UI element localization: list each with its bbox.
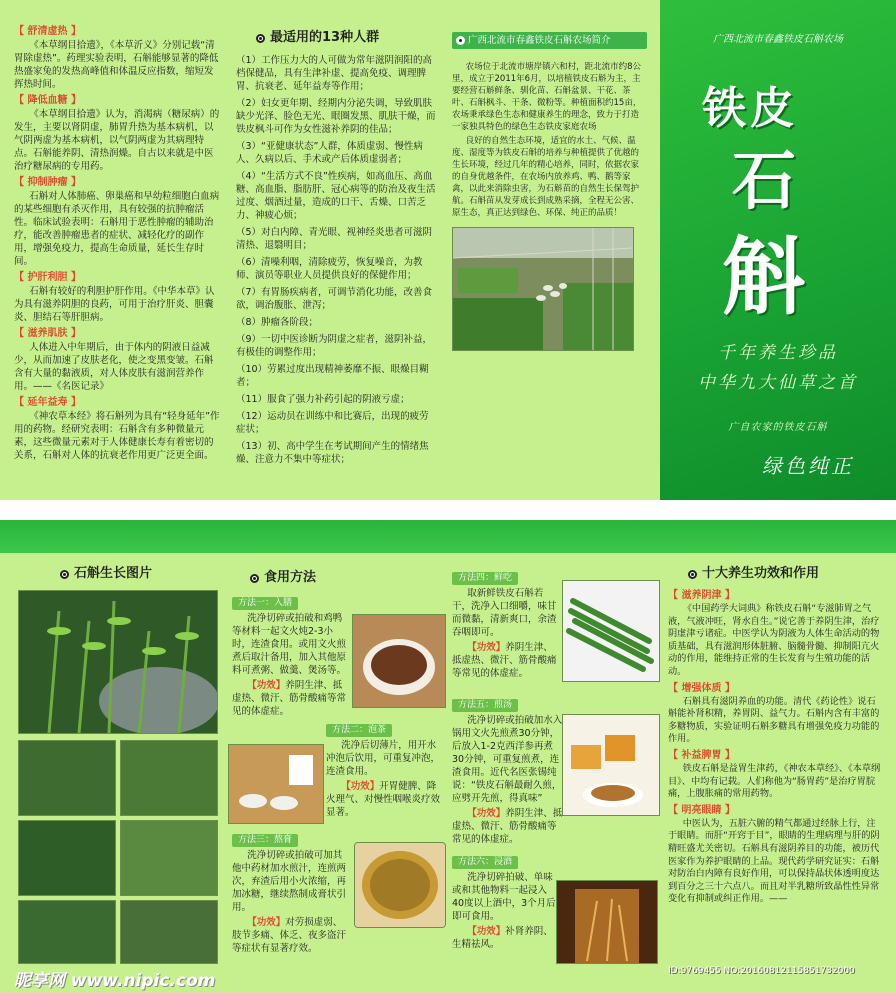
ten-benefit-text: 石斛具有滋阴养血的功能。清代《药论性》说石斛能补肾积精，养胃阴、益气力。石斛内含有丰富的多糖物质，实验证明石斛多糖具有增强免疫力功能的作用。: [668, 695, 880, 745]
suitable-people-item: （1）工作压力大的人可做为常年滋阴润阳的高档保健品，具有生津补虚、提高免疫、调理脾胃、抗衰老、延年益寿等作用；: [236, 55, 433, 92]
brand-title-tiepi: 铁皮: [702, 83, 798, 134]
growth-title: 石斛生长图片: [74, 566, 153, 581]
benefit-text: 石斛对人体肺癌、卵巢癌和早幼粒细胞白血病的某些细胞有杀灭作用，具有较强的抗肿瘤活性。临床试验表明：石斛用于恶性肿瘤的辅助治疗，能改善肿瘤患者的症状、减轻化疗的副作用，增强免疫力，提高生命质量，延长生存时间。: [14, 191, 220, 267]
method-text: 洗净切碎或拍破可加其他中药材加水煎汁，连煎两次，弃渣后用小火浓缩，再加冰糖，继续熬制成膏状引用。: [232, 850, 347, 913]
benefit-heading: 【 降低血糖 】: [14, 95, 81, 106]
method-effect: [326, 780, 444, 819]
brand-slogan-1: 千年养生珍品: [718, 343, 838, 363]
method-tag: 方法一：入膳: [232, 597, 298, 610]
method-tag: 方法六：浸酒: [452, 856, 518, 869]
paste-bowl-image: [355, 843, 445, 927]
method-effect: [452, 925, 556, 951]
method-2-photo: [228, 744, 324, 824]
ten-benefits-title-row: [688, 566, 819, 582]
circle-bullet-icon: [60, 570, 69, 579]
circle-bullet-icon: [256, 34, 265, 43]
ten-benefit-text: 铁皮石斛是益胃生津药，《神农本草经》、《本草纲目》、中均有记载。人们称他为“肠胃药”是治疗胃脘痛，上腹胀痛的常用药物。: [668, 762, 881, 800]
method-effect-text: 养阴生津、抵虚热、微汗、筋骨酸痛等常见的体虚症。: [452, 642, 557, 679]
method-effect-label: 【功效】: [467, 642, 506, 653]
method-effect-text: 补肾养阴、生精祛风。: [452, 926, 553, 950]
benefit-heading: 【 滋养肌肤 】: [14, 328, 81, 339]
method-effect-label: 【功效】: [467, 926, 506, 937]
method-effect-label: 【功效】: [467, 808, 506, 819]
ten-benefit-heading: 【 滋养阴津 】: [668, 590, 735, 601]
method-effect: [452, 641, 560, 680]
fresh-stems-image: [563, 581, 659, 681]
ten-benefit-text: 中医认为，五脏六腑的精气都通过经脉上行，注于眼睛。而肝“开窍于目”，眼睛的生理病理与肝的阴精旺盛尤关密切。石斛具有滋阴养目的功能，被历代医家作为养护眼睛的上品。现代药学研究证实：石斛对防治白内障有良好作用，可以保持晶状体透明度达到百分之三十六点八。而且对半乳糖所致晶性性异常变化有抑制或纠正作用。——: [668, 817, 880, 905]
wine-jar-image: [557, 881, 657, 963]
farm-photo: [452, 227, 634, 351]
brand-panel: [660, 0, 896, 500]
method-effect-text: 开胃健脾、降火理气、对慢性咽喉炎疗效显著。: [326, 781, 441, 818]
growth-photo-7: [120, 900, 218, 964]
benefit-text: 《本草纲目拾遗》，《本草沂义》分别记载“清胃除虚热”。药理实验表明，石斛能够显著的降低热盛家兔的发热高峰值和体温反应指数，缩短发挥热时间。: [14, 40, 219, 90]
method-tag: 方法四：鲜吃: [452, 572, 518, 585]
brand-title-shi: 石: [732, 144, 796, 219]
growth-photo-main: [18, 590, 218, 734]
brand-sub: 广自农家的铁皮石斛: [728, 422, 828, 433]
ten-benefits-title: 十大养生功效和作用: [702, 566, 820, 581]
usage-title: 食用方法: [264, 570, 317, 585]
brand-slogan-2: 中华九大仙草之首: [698, 373, 858, 393]
benefits-column-left: [14, 22, 220, 464]
soup-cups-image: [563, 715, 659, 815]
benefit-heading: 【 护肝利胆 】: [14, 272, 81, 283]
suitable-people-item: （12）运动员在训练中和比赛后，出现的疲劳症状；: [236, 411, 429, 435]
growth-photo-4: [18, 820, 116, 896]
circle-bullet-icon: [688, 570, 697, 579]
farm-intro-text: [452, 61, 647, 219]
growth-photo-5: [120, 820, 218, 896]
dendrobium-plant-image: [19, 591, 217, 733]
benefit-text: 《本草纲目拾遗》认为，消渴病（糖尿病）的发生，主要以肾阴虚，肺胃升热为基本病机，以气阴两虚为基本病机，以气阴两虚为其病理特点。石斛能养阴、清热润燥。自古以来就是中医治疗糖尿病的专用药。: [14, 109, 220, 172]
usage-title-row: [250, 570, 316, 586]
method-4: [452, 570, 560, 682]
circle-bullet-icon: [250, 574, 259, 583]
farm-scene-image: [453, 228, 633, 350]
circle-bullet-icon: [456, 36, 465, 45]
growth-photo-6: [18, 900, 116, 964]
ten-benefit-heading: 【 补益脾胃 】: [668, 749, 735, 761]
growth-title-row: [60, 566, 152, 582]
benefit-text: 石斛有较好的利胆护肝作用。《中华本草》认为具有滋养阴胆的良药，可用于治疗肝炎、胆囊炎、胆结石等肝胆病。: [14, 286, 215, 323]
brand-title-hu: 斛: [722, 227, 807, 326]
suitable-people-item: （2）妇女更年期、经期内分泌失调，导致肌肤缺少光泽、脸色无光、眼圈发黑、肌肤干燥，而铁皮枫斗可作为女性滋补养阴的佳品；: [236, 98, 436, 135]
method-6: [452, 854, 556, 953]
ten-benefit-text: 《中国药学大词典》称铁皮石斛“专滋肺胃之气液，气液冲旺，肾水自生。”说它善于养阴生津，治疗阴虚津亏诸症。中医学认为阴液为人体生命活动的物质基础，具有滋润形体脏腑、脑髓骨髓、抑制阳亢火动的作用，能维持正常的生长发育与生殖功能的活动。: [668, 603, 880, 677]
method-text: 洗净后切薄片，用开水冲泡后饮用，可重复冲泡，连渣食用。: [326, 740, 441, 777]
method-1-photo: [352, 614, 446, 708]
method-tag: 方法二：泡茶: [326, 724, 392, 737]
benefit-heading: 【 抑制肿瘤 】: [14, 177, 81, 188]
method-effect-label: 【功效】: [247, 917, 286, 928]
method-3: [232, 832, 350, 957]
suitable-people-column: [236, 30, 436, 470]
suitable-people-item: （6）清噪利咽，清除疲劳，恢复噪音，为教师、演员等职业人员提供良好的保健作用；: [236, 257, 423, 281]
method-effect: [452, 807, 564, 846]
method-text: 洗净切碎拍破、单味或和其他物料一起浸入40度以上酒中，3个月后即可食用。: [452, 872, 556, 922]
benefit-text: 《神农草本经》将石斛列为具有“轻身延年”作用的药物。经研究表明：石斛含有多种微量元素，这些微量元素对于人体健康长寿有着密切的关系，石斛对人体的抗衰老作用更广泛更全面。: [14, 411, 220, 461]
method-effect-label: 【功效】: [341, 781, 380, 792]
ten-benefits-column: [668, 586, 882, 908]
farm-intro-title: 广西北流市春鑫铁皮石斛农场简介: [468, 35, 611, 46]
farm-intro-paragraph: 农场位于北流市塘岸镇六和村，距北流市约8公里，成立于2011年6月，以培植铁皮石斛为主，主要经营石斛鲜条、驯化苗、石斛盆景、干花、茶叶、石斛枫斗、干条、微粉等。种植面积约15亩，农场秉承绿色生态和健康养生的理念，致力于打造一家独具特色的绿色生态铁皮家庭农场: [452, 62, 642, 132]
soup-bowl-image: [353, 615, 445, 707]
method-effect-text: 对劳损虚弱、肢节多痛、体乏、夜多盗汗等症状有显著疗效。: [232, 917, 347, 954]
benefit-heading: 【 延年益寿 】: [14, 397, 81, 408]
method-5-photo: [562, 714, 660, 816]
suitable-people-title-row: [256, 30, 436, 46]
suitable-people-item: （9）一切中医诊断为阴虚之症者，滋阴补益，有极佳的调整作用；: [236, 334, 433, 358]
method-4-photo: [562, 580, 660, 682]
method-1: [232, 595, 350, 720]
method-6-photo: [556, 880, 658, 964]
suitable-people-item: （4）“生活方式不良”性疾病，如高血压、高血糖、高血脂、脂肪肝、冠心病等的防治及夜生活过度、烟酒过量，造成的口干、舌燥、口苦乏力、神疲心烦；: [236, 171, 436, 221]
watermark-id: ID:9769455 NO:20160812115851732000: [668, 966, 855, 976]
farm-intro-column: [452, 32, 647, 351]
method-text: 取新鲜铁皮石斛若干，洗净入口细嚼，味甘而微黏，清新爽口，余渣吞咽即可。: [452, 588, 557, 638]
ten-benefit-heading: 【 明亮眼睛 】: [668, 804, 735, 816]
method-tag: 方法五：煎汤: [452, 699, 518, 712]
method-text: 洗净切碎或拍破和鸡鸭等材料一起文火炖2-3小时，连渣食用。或用文火煎煮后取汁备用，加入其他原料可煮粥、做羹、煲汤等。: [232, 613, 347, 676]
brand-top-line: 广西北流市春鑫铁皮石斛农场: [713, 34, 843, 45]
suitable-people-item: （8）肿瘤各阶段；: [236, 317, 319, 328]
suitable-people-item: （11）服食了强力补药引起的阴液亏虚；: [236, 394, 410, 405]
suitable-people-item: （13）初、高中学生在考试期间产生的情绪焦燥、注意力不集中等症状；: [236, 441, 429, 465]
suitable-people-title: 最适用的13种人群: [270, 30, 380, 45]
method-text: 洗净切碎或拍破加水入锅用文火先煎煮30分钟，后放入1-2克西洋参再煮30分钟，可重复煎煮，连渣食用。近代名医张锡纯说：“铁皮石斛最耐久煎，应劈开先煎，得真味”: [452, 715, 563, 804]
method-tag: 方法三：熬膏: [232, 834, 298, 847]
growth-photo-2: [18, 740, 116, 816]
bottom-green-band: [0, 520, 896, 553]
method-effect-text: 养阴生津、抵虚热、微汗、筋骨酸痛等常见的体虚症。: [232, 680, 347, 717]
suitable-people-item: （10）劳累过度出现精神萎靡不振、眼燥目糊者；: [236, 364, 429, 388]
suitable-people-item: （3）“亚健康状态”人群，体质虚弱、慢性病人、久病以后、手术或产后体质虚弱者；: [236, 141, 423, 165]
method-effect-text: 养阴生津、抵虚热、微汗、筋骨酸痛等常见的体虚症。: [452, 808, 563, 845]
suitable-people-item: （7）有胃肠疾病者，可调节消化功能，改善食欲，调治腹胀、泄泻；: [236, 287, 433, 311]
farm-intro-title-row: [452, 32, 647, 49]
method-5: [452, 697, 564, 848]
benefit-heading: 【 舒清虚热 】: [14, 26, 81, 37]
method-effect-label: 【功效】: [247, 680, 286, 691]
method-3-photo: [354, 842, 446, 928]
panel-divider: [0, 500, 896, 520]
farm-intro-paragraph: 良好的自然生态环境，适宜的水土、气候、温度、湿度等为铁皮石斛的培养与种植提供了优越的生长环境，经过几年的精心培养，同时，依据农家的自身优越条件，在农场内放养鸡、鸭、鹅等家禽，以此来消除虫害，为石斛苗的自然生长保驾护航。石斛苗从发芽成长到成熟采摘，全程无公害、原生态，真正达到绿色、环保、纯正的品质！: [452, 136, 640, 218]
brand-pure: 绿色纯正: [762, 454, 854, 478]
method-2: [326, 722, 444, 821]
suitable-people-list: [236, 54, 436, 466]
watermark-brand: 昵享网 www.nipic.com: [14, 971, 216, 991]
suitable-people-item: （5）对白内障、青光眼、视神经炎患者可滋阴清热、退翳明目；: [236, 227, 433, 251]
growth-photo-3: [120, 740, 218, 816]
benefit-text: 人体进入中年期后，由于体内的阴液日益减少，从而加速了皮肤老化，使之变黑变皱。石斛含有大量的黏液质，对人体皮肤有滋润营养作用。——《名医记录》: [14, 342, 214, 392]
ten-benefit-heading: 【 增强体质 】: [668, 682, 735, 694]
tea-cups-image: [229, 745, 323, 823]
method-effect: [232, 679, 350, 718]
method-effect: [232, 916, 350, 955]
